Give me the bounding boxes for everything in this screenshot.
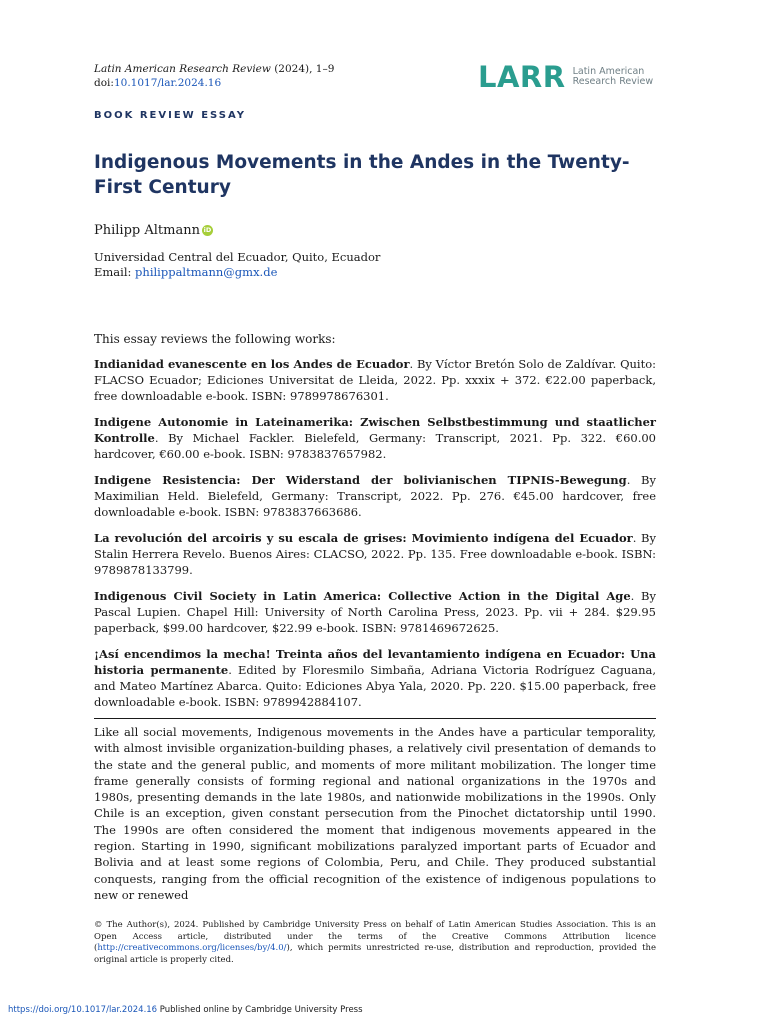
doi-link[interactable]: 10.1017/lar.2024.16: [113, 77, 222, 89]
section-label: BOOK REVIEW ESSAY: [94, 110, 246, 121]
body-paragraph: Like all social movements, Indigenous movements in the Andes have a particular temporality, with almost invisible organization-building phases, a relatively civil presentation of demands to the state and the general public, and moments of more militant mobilization. The longer time frame generally consists of forming regional and national organizations in the 1970s and 1980s, presenting demands in the late 1980s, and nationwide mobilizations in the 1990s. Only Chile is an exception, given constant persecution from the Pinochet dictatorship until 1990. The 1990s are often considered the moment that indigenous movements appeared in the region. Starting in 1990, significant mobilizations paralyzed important parts of Ecuador and Bolivia and at least some regions of Colombia, Peru, and Chile. They produced substantial conquests, ranging from the official recognition of the existence of indigenous populations to new or renewed: [94, 725, 656, 902]
email-label: Email:: [94, 265, 136, 279]
email-link[interactable]: philippaltmann@gmx.de: [135, 265, 278, 279]
logo-mark: LARR: [478, 60, 566, 94]
work-title: ¡Así encendimos la mecha! Treinta años del levantamiento indígena en Ecuador: Una historia permanente: [94, 647, 656, 677]
institution: Universidad Central del Ecuador, Quito, Ecuador: [94, 250, 381, 264]
work-title: La revolución del arcoiris y su escala de grises: Movimiento indígena del Ecuador: [94, 531, 633, 545]
logo-line-1: Latin American: [572, 65, 645, 77]
doi-line: [94, 76, 334, 90]
reviewed-works-list: [94, 356, 656, 720]
license-text-2: ), which permits unrestricted re-use, distribution and reproduction, provided the original article is properly cited.: [94, 943, 656, 965]
author-line: [94, 223, 213, 238]
license-text-1: © The Author(s), 2024. Published by Cambridge University Press on behalf of Latin American Studies Association. This is an Open Access article, distributed under the terms of the Creative Commons Attribution licence (: [94, 920, 656, 953]
orcid-icon[interactable]: iD: [203, 226, 212, 234]
journal-name: Latin American Research Review: [94, 63, 271, 75]
logo-text: [573, 67, 654, 88]
affiliation-block: [94, 250, 380, 280]
work-title: Indigene Autonomie in Lateinamerika: Zwischen Selbstbestimmung und staatlicher Kontrolle: [94, 415, 656, 445]
footer-doi-link[interactable]: https://doi.org/10.1017/lar.2024.16: [8, 1005, 158, 1015]
reviews-intro: This essay reviews the following works:: [94, 332, 336, 346]
reviewed-work: [94, 472, 656, 520]
work-details: . Edited by Floresmilo Simbaña, Adriana Victoria Rodríguez Caguana, and Mateo Martínez Abarca. Quito: Ediciones Abya Yala, 2020. Pp. 220. $15.00 paperback, free downloadable e-book. ISBN: 9789942884107.: [94, 663, 656, 709]
page-footer: [8, 1005, 363, 1015]
work-title: Indigenous Civil Society in Latin America: Collective Action in the Digital Age: [94, 589, 631, 603]
footer-published-text: Published online by Cambridge University Press: [157, 1005, 363, 1015]
citation-line: [94, 62, 334, 76]
work-details: . By Maximilian Held. Bielefeld, Germany: Transcript, 2022. Pp. 276. €45.00 hardcover, free downloadable e-book. ISBN: 9783837663686.: [94, 473, 656, 519]
reviewed-work: [94, 414, 656, 462]
journal-logo: [478, 60, 653, 94]
reviewed-work: [94, 646, 656, 710]
work-details: . By Michael Fackler. Bielefeld, Germany: Transcript, 2021. Pp. 322. €60.00 hardcover, €60.00 e-book. ISBN: 9783837657982.: [94, 431, 656, 461]
article-title: Indigenous Movements in the Andes in the Twenty-First Century: [94, 152, 630, 198]
reviewed-work: [94, 530, 656, 578]
section-divider: [94, 718, 656, 719]
work-details: . By Pascal Lupien. Chapel Hill: University of North Carolina Press, 2023. Pp. vii + 284. $29.95 paperback, $99.00 hardcover, $22.99 e-book. ISBN: 9781469672625.: [94, 589, 656, 635]
reviewed-work: [94, 588, 656, 636]
work-title: Indigene Resistencia: Der Widerstand der bolivianischen TIPNIS-Bewegung: [94, 473, 627, 487]
reviewed-work: [94, 356, 656, 404]
email-line: [94, 265, 380, 280]
work-details: . By Víctor Bretón Solo de Zaldívar. Quito: FLACSO Ecuador; Ediciones Universitat de Lleida, 2022. Pp. xxxix + 372. €22.00 paperback, free downloadable e-book. ISBN: 9789978676301.: [94, 357, 656, 403]
citation-year-pages: (2024), 1–9: [270, 63, 335, 75]
license-link[interactable]: http://creativecommons.org/licenses/by/4.0/: [97, 943, 287, 953]
license-notice: [94, 920, 656, 966]
logo-line-2: Research Review: [572, 76, 654, 87]
citation-header: [94, 62, 334, 90]
work-details: . By Stalin Herrera Revelo. Buenos Aires: CLACSO, 2022. Pp. 135. Free downloadable e-book. ISBN: 9789878133799.: [94, 531, 656, 577]
author-name: Philipp Altmann: [94, 223, 200, 238]
work-title: Indianidad evanescente en los Andes de Ecuador: [94, 357, 410, 371]
doi-prefix: doi:: [94, 77, 114, 89]
